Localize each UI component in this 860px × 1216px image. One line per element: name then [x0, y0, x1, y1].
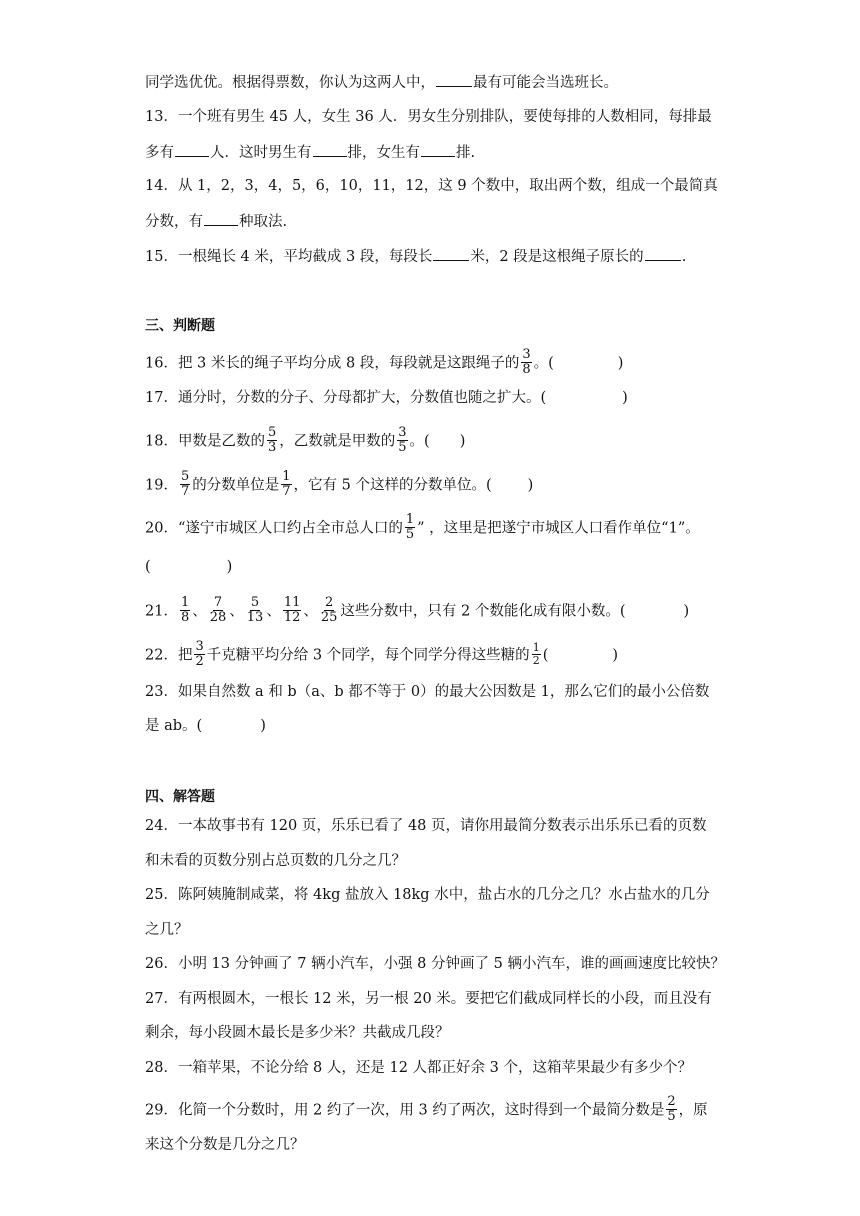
q16-text-a: 16．把 3 米长的绳子平均分成 8 段，每段就是这跟绳子的 — [145, 355, 520, 372]
q13-line2 — [145, 142, 475, 163]
paren-close: ) — [683, 603, 690, 620]
paren-open: 。( — [533, 355, 554, 372]
q22-line — [145, 641, 618, 670]
q22-text-a: 22．把 — [145, 647, 193, 664]
denominator: 5 — [667, 1109, 676, 1124]
q22-text-b: 千克糖平均分给 3 个同学，每个同学分得这些糖的 — [206, 647, 530, 664]
numerator: 1 — [180, 595, 190, 610]
fraction — [194, 640, 204, 669]
numerator: 1 — [405, 512, 415, 527]
numerator: 2 — [325, 595, 334, 610]
paren-close: ) — [226, 559, 233, 575]
fraction — [283, 596, 302, 625]
q26-line1: 26．小明 13 分钟画了 7 辆小汽车，小强 8 分钟画了 5 辆小汽车，谁的画画速度比较快？ — [145, 956, 725, 972]
numerator: 3 — [195, 639, 204, 654]
paren-close: ) — [622, 390, 628, 406]
answer-blank[interactable] — [433, 246, 469, 261]
q24-line1: 24．一本故事书有 120 页，乐乐已看了 48 页，请你用最简分数表示出乐乐已看的页数 — [145, 818, 707, 834]
numerator: 1 — [282, 469, 291, 484]
fraction — [405, 513, 415, 542]
denominator: 13 — [246, 610, 264, 625]
q17-line — [145, 388, 628, 408]
denominator: 8 — [180, 610, 190, 625]
q14-text-b: 种取法. — [239, 214, 288, 230]
q19-line — [145, 471, 533, 500]
q19-text-a: 19． — [145, 477, 178, 494]
q18-text-b: ，乙数就是甲数的 — [279, 433, 396, 450]
q21-text-b: 这些分数中，只有 2 个数能化成有限小数。( — [340, 603, 626, 620]
q29-line2: 来这个分数是几分之几？ — [145, 1137, 305, 1153]
q27-line2: 剩余，每小段圆木最长是多少米？共截成几段？ — [145, 1025, 450, 1041]
fraction — [180, 470, 190, 499]
denominator: 7 — [282, 484, 291, 499]
q13-text-c: 排，女生有 — [347, 145, 420, 161]
q28-line1: 28．一箱苹果，不论分给 8 人，还是 12 人都正好余 3 个，这箱苹果最少有多少个？ — [145, 1060, 693, 1076]
answer-blank[interactable] — [645, 246, 681, 261]
q12-line — [145, 72, 618, 93]
denominator: 2 — [532, 654, 540, 667]
paren-close: ) — [617, 355, 624, 372]
denominator: 28 — [209, 610, 227, 625]
paren-close: ) — [260, 718, 266, 734]
q29-text-b: ，原 — [678, 1102, 708, 1119]
answer-blank[interactable] — [313, 142, 347, 157]
q15-line — [145, 246, 686, 267]
q21-text-a: 21． — [145, 603, 178, 620]
q29-text-a: 29．化简一个分数时，用 2 约了一次，用 3 约了两次，这时得到一个最简分数是 — [145, 1102, 665, 1119]
q29-line1 — [145, 1096, 708, 1125]
numerator: 5 — [180, 469, 190, 484]
q24-line2: 和未看的页数分别占总页数的几分之几？ — [145, 853, 406, 869]
paren-open: ( — [542, 647, 549, 664]
numerator: 7 — [213, 595, 223, 610]
denominator: 8 — [522, 362, 531, 377]
numerator: 2 — [667, 1094, 676, 1109]
answer-blank[interactable] — [204, 211, 238, 226]
fraction — [397, 426, 407, 455]
separator: 、 — [229, 603, 244, 620]
numerator: 5 — [250, 595, 260, 610]
answer-blank[interactable] — [421, 142, 455, 157]
q15-text-c: . — [681, 249, 687, 265]
fraction — [320, 596, 339, 625]
separator: 、 — [266, 603, 281, 620]
fraction — [666, 1095, 676, 1124]
numerator: 3 — [522, 347, 531, 362]
q23-line1: 23．如果自然数 a 和 b（a、b 都不等于 0）的最大公因数是 1，那么它们的最小公倍数 — [145, 684, 710, 700]
q15-text-b: 米，2 段是这根绳子原长的 — [470, 249, 644, 265]
section-heading-judgement: 三、判断题 — [145, 318, 215, 334]
fraction — [532, 642, 541, 667]
denominator: 7 — [180, 484, 190, 499]
q12-text-a: 同学选优优。根据得票数，你认为这两人中， — [145, 75, 435, 91]
q20-line1 — [145, 514, 700, 543]
paren-close: ) — [459, 433, 466, 450]
q18-text-a: 18．甲数是乙数的 — [145, 433, 265, 450]
denominator: 5 — [405, 527, 415, 542]
fraction — [281, 470, 291, 499]
q23-text-a: 是 ab。( — [145, 718, 203, 734]
denominator: 3 — [267, 440, 277, 455]
q13-text-a: 多有 — [145, 145, 174, 161]
q23-line2 — [145, 716, 266, 736]
denominator: 5 — [398, 440, 407, 455]
numerator: 3 — [398, 425, 407, 440]
denominator: 12 — [283, 610, 301, 625]
q19-text-b: 的分数单位是 — [192, 477, 280, 494]
q16-line — [145, 349, 623, 378]
paren-close: ) — [527, 477, 534, 494]
q20-text-b: ” ，这里是把遂宁市城区人口看作单位“1”。 — [417, 520, 700, 537]
q15-text-a: 15．一根绳长 4 米，平均截成 3 段，每段长 — [145, 249, 433, 265]
q27-line1: 27．有两根圆木，一根长 12 米，另一根 20 米。要把它们截成同样长的小段，而且没有 — [145, 991, 712, 1007]
fraction — [521, 348, 531, 377]
q13-line1: 13．一个班有男生 45 人，女生 36 人．男女生分别排队，要使每排的人数相同，每排最 — [145, 109, 712, 125]
q14-text-a: 分数，有 — [145, 214, 203, 230]
q13-text-b: 人．这时男生有 — [210, 145, 312, 161]
separator: 、 — [192, 603, 207, 620]
paren-open: 。( — [409, 433, 430, 450]
q25-line2: 之几？ — [145, 922, 189, 938]
paren-close: ) — [612, 647, 619, 664]
q14-line2 — [145, 211, 287, 232]
separator: 、 — [303, 603, 318, 620]
q17-text-a: 17．通分时，分数的分子、分母都扩大，分数值也随之扩大。( — [145, 390, 547, 406]
section-heading-answer: 四、解答题 — [145, 789, 215, 805]
fraction — [267, 426, 277, 455]
q19-text-c: ，它有 5 个这样的分数单位。( — [293, 477, 492, 494]
fraction — [246, 596, 265, 625]
answer-blank[interactable] — [175, 142, 209, 157]
paren-open: ( — [145, 559, 151, 575]
q12-text-b: 最有可能会当选班长。 — [473, 75, 618, 91]
q13-text-d: 排. — [456, 145, 476, 161]
numerator: 1 — [532, 641, 540, 654]
q18-line — [145, 427, 465, 456]
q25-line1: 25．陈阿姨腌制咸菜，将 4kg 盐放入 18kg 水中，盐占水的几分之几？水占盐水的几分 — [145, 887, 710, 903]
fraction — [180, 596, 190, 625]
numerator: 11 — [283, 595, 301, 610]
fraction — [209, 596, 228, 625]
answer-blank[interactable] — [436, 72, 472, 87]
q14-line1: 14．从 1，2，3，4，5，6，10，11，12，这 9 个数中，取出两个数，组成一个最简真 — [145, 178, 718, 194]
denominator: 25 — [320, 610, 338, 625]
numerator: 5 — [267, 425, 277, 440]
q21-line — [145, 597, 689, 626]
q20-line2 — [145, 557, 232, 577]
denominator: 2 — [195, 654, 204, 669]
q20-text-a: 20．“遂宁市城区人口约占全市总人口的 — [145, 520, 403, 537]
